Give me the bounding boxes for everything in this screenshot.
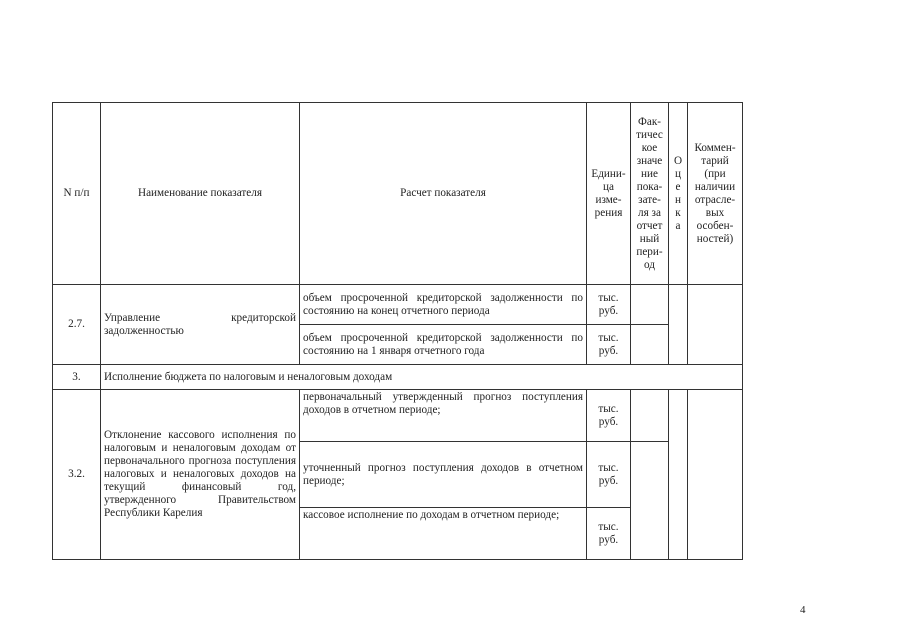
- header-calc: Расчет показателя: [300, 103, 587, 285]
- page-number: 4: [800, 604, 806, 616]
- row-calc: уточненный прогноз поступления доходов в отчетном периоде;: [300, 442, 587, 508]
- row-value: [631, 442, 669, 560]
- row-comment: [688, 390, 743, 560]
- header-name: Наименование показателя: [101, 103, 300, 285]
- section-num: 3.: [53, 365, 101, 390]
- row-name: Управление кредиторской задолженностью: [101, 285, 300, 365]
- row-calc: кассовое исполнение по доходам в отчетном периоде;: [300, 508, 587, 560]
- row-value: [631, 390, 669, 442]
- section-title: Исполнение бюджета по налоговым и неналоговым доходам: [101, 365, 743, 390]
- row-grade: [669, 285, 688, 365]
- row-value: [631, 285, 669, 325]
- header-unit: Едини- ца изме- рения: [587, 103, 631, 285]
- row-unit: тыс. руб.: [587, 508, 631, 560]
- row-value: [631, 325, 669, 365]
- header-grade: О ц е н к а: [669, 103, 688, 285]
- row-calc: объем просроченной кредиторской задолженности по состоянию на 1 января отчетного года: [300, 325, 587, 365]
- row-unit: тыс. руб.: [587, 442, 631, 508]
- row-calc: первоначальный утвержденный прогноз поступления доходов в отчетном периоде;: [300, 390, 587, 442]
- table-row: [53, 285, 743, 325]
- row-unit: тыс. руб.: [587, 390, 631, 442]
- row-unit: тыс. руб.: [587, 285, 631, 325]
- header-comment: Коммен- тарий (при наличии отрасле- вых особен- ностей): [688, 103, 743, 285]
- header-row: [53, 103, 743, 285]
- indicators-table: [52, 102, 743, 560]
- row-num: 3.2.: [53, 390, 101, 560]
- header-value: Фак- тичес кое значе ние пока- зате- ля за отчет ный пери- од: [631, 103, 669, 285]
- row-grade: [669, 390, 688, 560]
- row-comment: [688, 285, 743, 365]
- row-num: 2.7.: [53, 285, 101, 365]
- row-name: Отклонение кассового исполнения по налоговым и неналоговым доходам от первоначального прогноза поступления налоговых и неналоговых доходов на текущий финансовый год, утвержденного Правительством Республики Карелия: [101, 390, 300, 560]
- row-calc: объем просроченной кредиторской задолженности по состоянию на конец отчетного периода: [300, 285, 587, 325]
- table-row: [53, 390, 743, 442]
- row-unit: тыс. руб.: [587, 325, 631, 365]
- section-row: [53, 365, 743, 390]
- header-num: N п/п: [53, 103, 101, 285]
